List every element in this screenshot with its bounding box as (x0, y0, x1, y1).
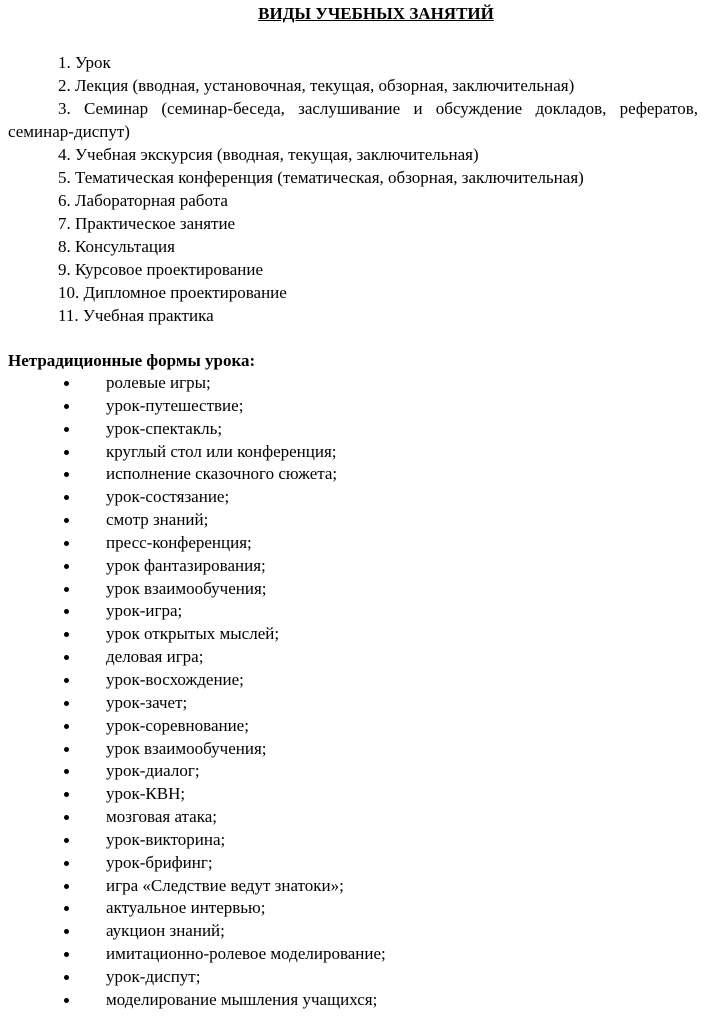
list-item: 11. Учебная практика (58, 306, 214, 325)
bullet-icon (64, 861, 69, 866)
list-item (8, 555, 698, 578)
bullet-icon (64, 792, 69, 797)
bullet-icon (64, 815, 69, 820)
list-item (8, 989, 698, 1012)
section-heading: Нетрадиционные формы урока: (8, 351, 256, 370)
bullet-icon (64, 975, 69, 980)
list-item-text: урок взаимообучения; (106, 738, 267, 758)
list-item (8, 692, 698, 715)
bullet-icon (64, 929, 69, 934)
list-item-text: урок-брифинг; (106, 852, 213, 872)
list-item (8, 486, 698, 509)
bullet-icon (64, 769, 69, 774)
list-item-text: урок-соревнование; (106, 715, 249, 735)
list-item: 8. Консультация (58, 237, 175, 256)
list-item (8, 829, 698, 852)
list-item (8, 738, 698, 761)
list-item (8, 646, 698, 669)
bullet-icon (64, 906, 69, 911)
list-item: 10. Дипломное проектирование (58, 283, 287, 302)
list-item-text: пресс-конференция; (106, 532, 252, 552)
list-item: 1. Урок (58, 53, 111, 72)
list-item-text: урок-спектакль; (106, 418, 223, 438)
bullet-icon (64, 450, 69, 455)
list-item (8, 623, 698, 646)
list-item-text: урок-диспут; (106, 966, 201, 986)
bullet-icon (64, 701, 69, 706)
list-item-text: ролевые игры; (106, 373, 211, 392)
list-item (8, 600, 698, 623)
bullet-icon (64, 998, 69, 1003)
bullet-icon (64, 564, 69, 569)
lesson-types-list (8, 51, 698, 327)
list-item (8, 532, 698, 555)
list-item (8, 897, 698, 920)
list-item-text: урок-викторина; (106, 829, 226, 849)
list-item: 7. Практическое занятие (58, 214, 236, 233)
bullet-icon (64, 381, 69, 386)
list-item (8, 463, 698, 486)
list-item (8, 441, 698, 464)
list-item (8, 943, 698, 966)
list-item-text: урок-КВН; (106, 784, 186, 804)
bullet-icon (64, 587, 69, 592)
list-item-text: моделирование мышления учащихся; (106, 989, 378, 1009)
bullet-icon (64, 632, 69, 637)
list-item: 3. Семинар (семинар-беседа, заслушивание и обсуждение докладов, рефератов, семинар-диспут) (8, 99, 698, 141)
list-item-text: урок взаимообучения; (106, 578, 267, 598)
bullet-icon (64, 472, 69, 477)
list-item-text: урок-восхождение; (106, 669, 244, 689)
list-item-text: смотр знаний; (106, 510, 209, 530)
list-item-text: урок открытых мыслей; (106, 624, 280, 644)
list-item-text: круглый стол или конференция; (106, 441, 337, 461)
bullet-icon (64, 609, 69, 614)
bullet-icon (64, 495, 69, 500)
list-item (8, 418, 698, 441)
list-item (8, 966, 698, 989)
list-item (8, 760, 698, 783)
list-item-text: деловая игра; (106, 647, 204, 667)
list-item-text: игра «Следствие ведут знатоки»; (106, 875, 344, 895)
list-item (8, 395, 698, 418)
list-item (8, 875, 698, 898)
list-item-text: урок-состязание; (106, 487, 230, 507)
list-item-text: имитационно-ролевое моделирование; (106, 944, 386, 964)
list-item: 6. Лабораторная работа (58, 191, 228, 210)
list-item (8, 715, 698, 738)
bullet-icon (64, 724, 69, 729)
bullet-icon (64, 838, 69, 843)
bullet-icon (64, 655, 69, 660)
nontraditional-forms-list (8, 372, 698, 1012)
list-item-text: урок-зачет; (106, 692, 188, 712)
list-item-text: исполнение сказочного сюжета; (106, 464, 338, 484)
list-item-text: мозговая атака; (106, 807, 217, 827)
list-item-text: урок-путешествие; (106, 395, 244, 415)
bullet-icon (64, 884, 69, 889)
list-item (8, 578, 698, 601)
list-item-text: актуальное интервью; (106, 898, 266, 918)
list-item (8, 806, 698, 829)
page-title: ВИДЫ УЧЕБНЫХ ЗАНЯТИЙ (258, 4, 494, 23)
list-item (8, 509, 698, 532)
list-item-text: урок фантазирования; (106, 555, 266, 575)
bullet-icon (64, 427, 69, 432)
list-item-text: аукцион знаний; (106, 921, 225, 941)
bullet-icon (64, 952, 69, 957)
list-item: 5. Тематическая конференция (тематическая, обзорная, заключительная) (58, 168, 584, 187)
list-item (8, 783, 698, 806)
list-item-text: урок-диалог; (106, 761, 200, 781)
bullet-icon (64, 404, 69, 409)
bullet-icon (64, 518, 69, 523)
list-item: 2. Лекция (вводная, установочная, текущая, обзорная, заключительная) (58, 76, 575, 95)
bullet-icon (64, 678, 69, 683)
list-item-text: урок-игра; (106, 601, 183, 621)
list-item (8, 372, 698, 395)
bullet-icon (64, 747, 69, 752)
list-item (8, 920, 698, 943)
list-item (8, 669, 698, 692)
list-item (8, 852, 698, 875)
bullet-icon (64, 541, 69, 546)
list-item: 4. Учебная экскурсия (вводная, текущая, заключительная) (58, 145, 479, 164)
list-item: 9. Курсовое проектирование (58, 260, 264, 279)
